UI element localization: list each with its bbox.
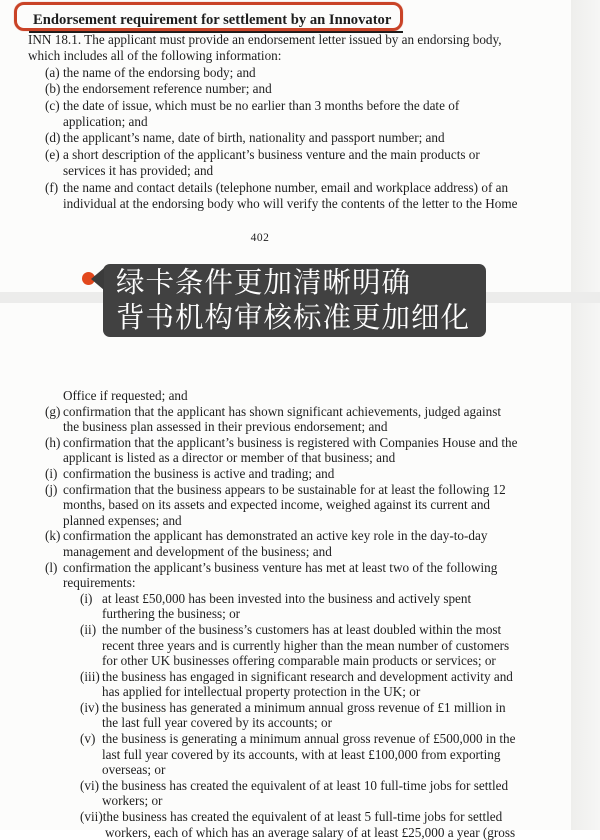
text-line: the business is generating a minimum annual gross revenue of £500,000 in the — [102, 731, 516, 747]
text-line: confirmation the applicant’s business venture has met at least two of the following — [63, 559, 498, 575]
text-line: at least £50,000 has been invested into the business and actively spent — [102, 590, 472, 606]
sub-item-ii — [80, 622, 560, 669]
text-line: has applied for intellectual property protection in the UK; or — [102, 684, 421, 700]
page-number: 402 — [250, 232, 270, 244]
text-line: application; and — [63, 114, 148, 130]
list-marker: (d) — [45, 130, 61, 146]
list-item-l — [45, 560, 560, 591]
list-marker: (i) — [45, 465, 58, 481]
text-line: overseas; or — [102, 762, 166, 778]
text-line: confirmation the business is active and trading; and — [63, 465, 335, 481]
list-marker: (a) — [45, 64, 60, 80]
intro-paragraph — [28, 32, 560, 65]
text-line: the name of the endorsing body; and — [63, 64, 256, 80]
text-line: INN 18.1. The applicant must provide an endorsement letter issued by an endorsing body, — [28, 32, 502, 47]
sub-item-vi — [80, 778, 560, 809]
list-item-j — [45, 482, 560, 529]
list-item-b — [45, 81, 560, 97]
list-marker: (v) — [80, 731, 96, 747]
list-marker: (h) — [45, 434, 61, 450]
text-line: months, based on its assets and expected income, weighed against its current and — [63, 497, 491, 513]
text-line: confirmation that the applicant has shown significant achievements, judged against — [63, 403, 501, 419]
sub-item-v — [80, 731, 560, 778]
text-line: the business plan assessed in their previous endorsement; and — [63, 419, 388, 435]
sub-item-i — [80, 591, 560, 622]
list-marker: (vi) — [80, 777, 100, 793]
list-item-d — [45, 130, 560, 146]
list-marker: (f) — [45, 179, 59, 195]
text-line: confirmation that the applicant’s business is registered with Companies House and the — [63, 434, 518, 450]
list-marker: (k) — [45, 528, 61, 544]
text-line: the applicant’s name, date of birth, nationality and passport number; and — [63, 130, 445, 146]
list-marker: (g) — [45, 403, 61, 419]
text-line: the name and contact details (telephone number, email and workplace address) of an — [63, 179, 509, 195]
list-item-i — [45, 466, 560, 482]
list-item-k — [45, 528, 560, 559]
text-line: requirements: — [63, 575, 136, 591]
text-line: furthering the business; or — [102, 606, 241, 622]
text-line: for other UK businesses offering comparable main products or services; or — [102, 653, 496, 669]
list-marker: (i) — [80, 590, 93, 606]
document-bottom-block — [28, 388, 560, 840]
clipped-bottom-line: workers, each of which has an average salary of at least £25,000 a year (gross — [105, 824, 516, 840]
list-item-a — [45, 65, 560, 81]
text-line: planned expenses; and — [63, 512, 182, 528]
text-line: individual at the endorsing body who will verify the contents of the letter to the Home — [63, 196, 518, 212]
text-line: applicant is listed as a director or member of that business; and — [63, 450, 396, 466]
text-line: the business has generated a minimum annual gross revenue of £1 million in — [102, 699, 506, 715]
list-marker: (iv) — [80, 699, 100, 715]
text-line: workers; or — [102, 793, 163, 809]
document-top-block — [28, 32, 560, 212]
caption-line-1: 绿卡条件更加清晰明确 — [116, 266, 412, 299]
continuation-line: Office if requested; and — [63, 388, 188, 403]
list-item-f — [45, 180, 560, 213]
list-marker: (l) — [45, 559, 58, 575]
list-item-e — [45, 147, 560, 180]
sub-item-vii — [80, 809, 560, 825]
text-line: management and development of the business; and — [63, 543, 332, 559]
text-line: the last full year covered by its accounts; or — [102, 715, 332, 731]
section-title: Endorsement requirement for settlement by an Innovator — [33, 12, 392, 28]
list-marker: (iii) — [80, 668, 100, 684]
list-item-h — [45, 435, 560, 466]
text-line: confirmation the applicant has demonstrated an active key role in the day-to-day — [63, 528, 488, 544]
text-line: which includes all of the following information: — [28, 48, 282, 64]
highlight-annotation-box — [14, 2, 403, 31]
list-item-c — [45, 98, 560, 131]
text-line: last full year covered by its accounts, with at least £100,000 from exporting — [102, 746, 501, 762]
sub-item-iii — [80, 669, 560, 700]
text-line: a short description of the applicant’s business venture and the main products or — [63, 146, 480, 162]
list-marker: (ii) — [80, 621, 97, 637]
list-item-g — [45, 404, 560, 435]
text-line: services it has provided; and — [63, 163, 214, 179]
list-marker: (c) — [45, 97, 60, 113]
list-marker: (vii) — [80, 809, 103, 825]
text-line: the number of the business’s customers has at least doubled within the most — [102, 621, 502, 637]
text-line: the business has created the equivalent of at least 10 full-time jobs for settled — [102, 777, 509, 793]
text-line: recent three years and is currently higher than the mean number of customers — [102, 637, 510, 653]
text-line: the date of issue, which must be no earlier than 3 months before the date of — [63, 97, 460, 113]
text-line: the business has created the equivalent of at least 5 full-time jobs for settled — [102, 809, 503, 825]
sub-item-iv — [80, 700, 560, 731]
caption-line-2: 背书机构审核标准更加细化 — [116, 301, 471, 334]
list-marker: (b) — [45, 81, 61, 97]
list-marker: (e) — [45, 146, 60, 162]
text-line: the endorsement reference number; and — [63, 81, 272, 97]
list-marker: (j) — [45, 481, 58, 497]
page-right-margin — [571, 0, 600, 830]
text-line: the business has engaged in significant research and development activity and — [102, 668, 513, 684]
text-line: confirmation that the business appears to be sustainable for at least the following 12 — [63, 481, 506, 497]
caption-overlay — [103, 264, 486, 337]
